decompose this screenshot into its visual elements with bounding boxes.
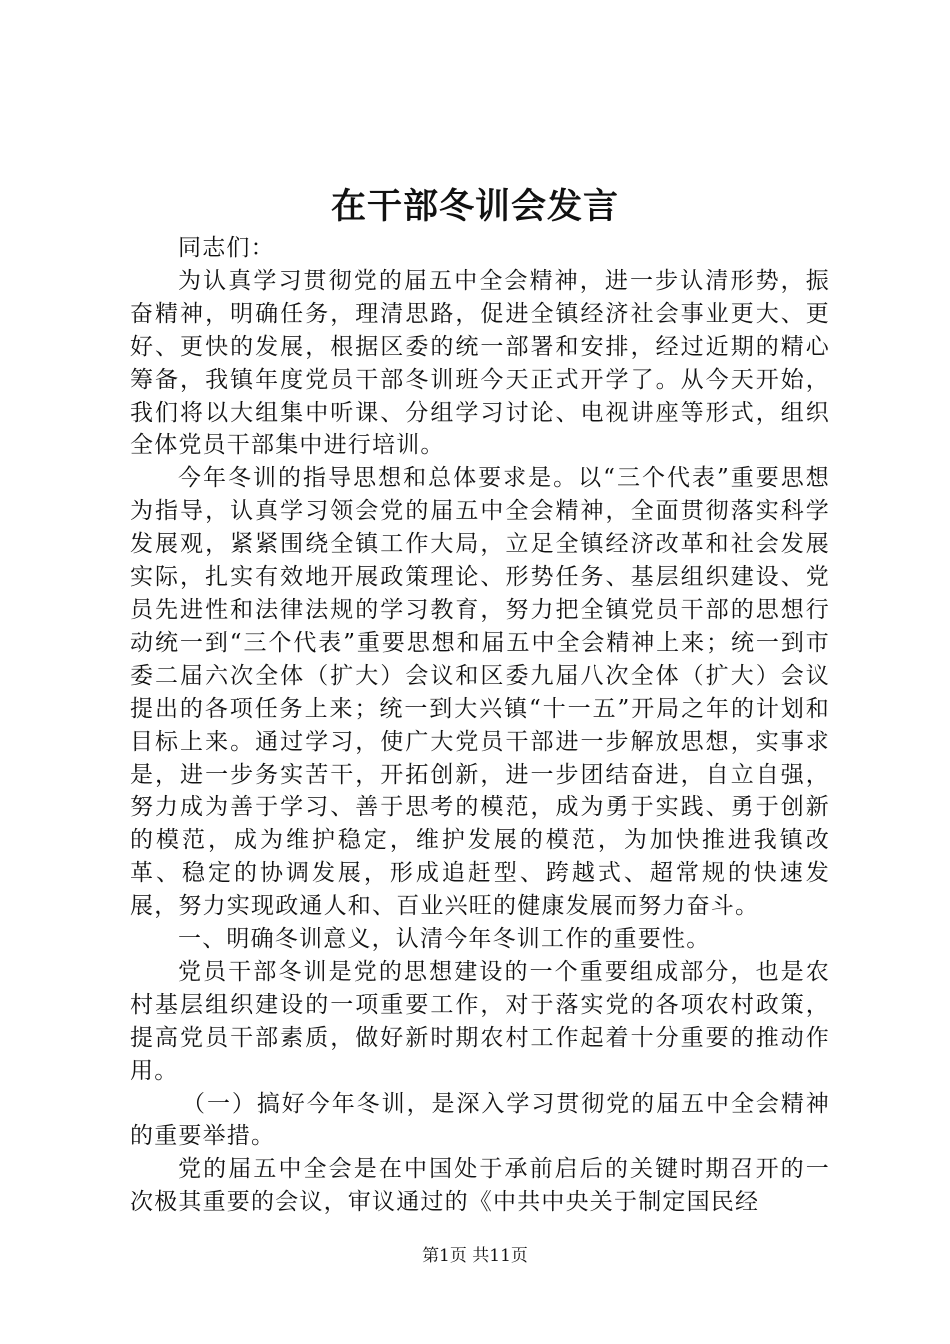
- document-body: [130, 232, 830, 1219]
- section-heading-1: 一、明确冬训意义，认清今年冬训工作的重要性。: [178, 926, 711, 953]
- paragraph-intro: 为认真学习贯彻党的届五中全会精神，进一步认清形势，振奋精神，明确任务，理清思路，促进全镇经济社会事业更大、更好、更快的发展，根据区委的统一部署和安排，经过近期的精心筹备，我镇年度党员干部冬训班今天正式开学了。从今天开始，我们将以大组集中听课、分组学习讨论、电视讲座等形式，组织全体党员干部集中进行培训。: [130, 267, 830, 459]
- document-title: 在干部冬训会发言: [330, 186, 619, 227]
- paragraph-plenum: 党的届五中全会是在中国处于承前启后的关键时期召开的一次极其重要的会议，审议通过的《中共中央关于制定国民经: [130, 1156, 830, 1216]
- salutation: 同志们：: [178, 235, 275, 261]
- paragraph-significance: 党员干部冬训是党的思想建设的一个重要组成部分，也是农村基层组织建设的一项重要工作，对于落实党的各项农村政策，提高党员干部素质，做好新时期农村工作起着十分重要的推动作用。: [130, 958, 830, 1084]
- subsection-heading-1: （一）搞好今年冬训，是深入学习贯彻党的届五中全会精神的重要举措。: [130, 1090, 830, 1150]
- page-footer: 第1页 共11页: [422, 1246, 528, 1266]
- paragraph-guiding-thought: 今年冬训的指导思想和总体要求是。以“三个代表”重要思想为指导，认真学习领会党的届五中全会精神，全面贯彻落实科学发展观，紧紧围绕全镇工作大局，立足全镇经济改革和社会发展实际，扎实有效地开展政策理论、形势任务、基层组织建设、党员先进性和法律法规的学习教育，努力把全镇党员干部的思想行动统一到“三个代表”重要思想和届五中全会精神上来；统一到市委二届六次全体（扩大）会议和区委九届八次全体（扩大）会议提出的各项任务上来；统一到大兴镇“十一五”开局之年的计划和目标上来。通过学习，使广大党员干部进一步解放思想，实事求是，进一步务实苦干，开拓创新，进一步团结奋进，自立自强，努力成为善于学习、善于思考的模范，成为勇于实践、勇于创新的模范，成为维护稳定，维护发展的模范，为加快推进我镇改革、稳定的协调发展，形成追赶型、跨越式、超常规的快速发展，努力实现政通人和、百业兴旺的健康发展而努力奋斗。: [130, 465, 830, 920]
